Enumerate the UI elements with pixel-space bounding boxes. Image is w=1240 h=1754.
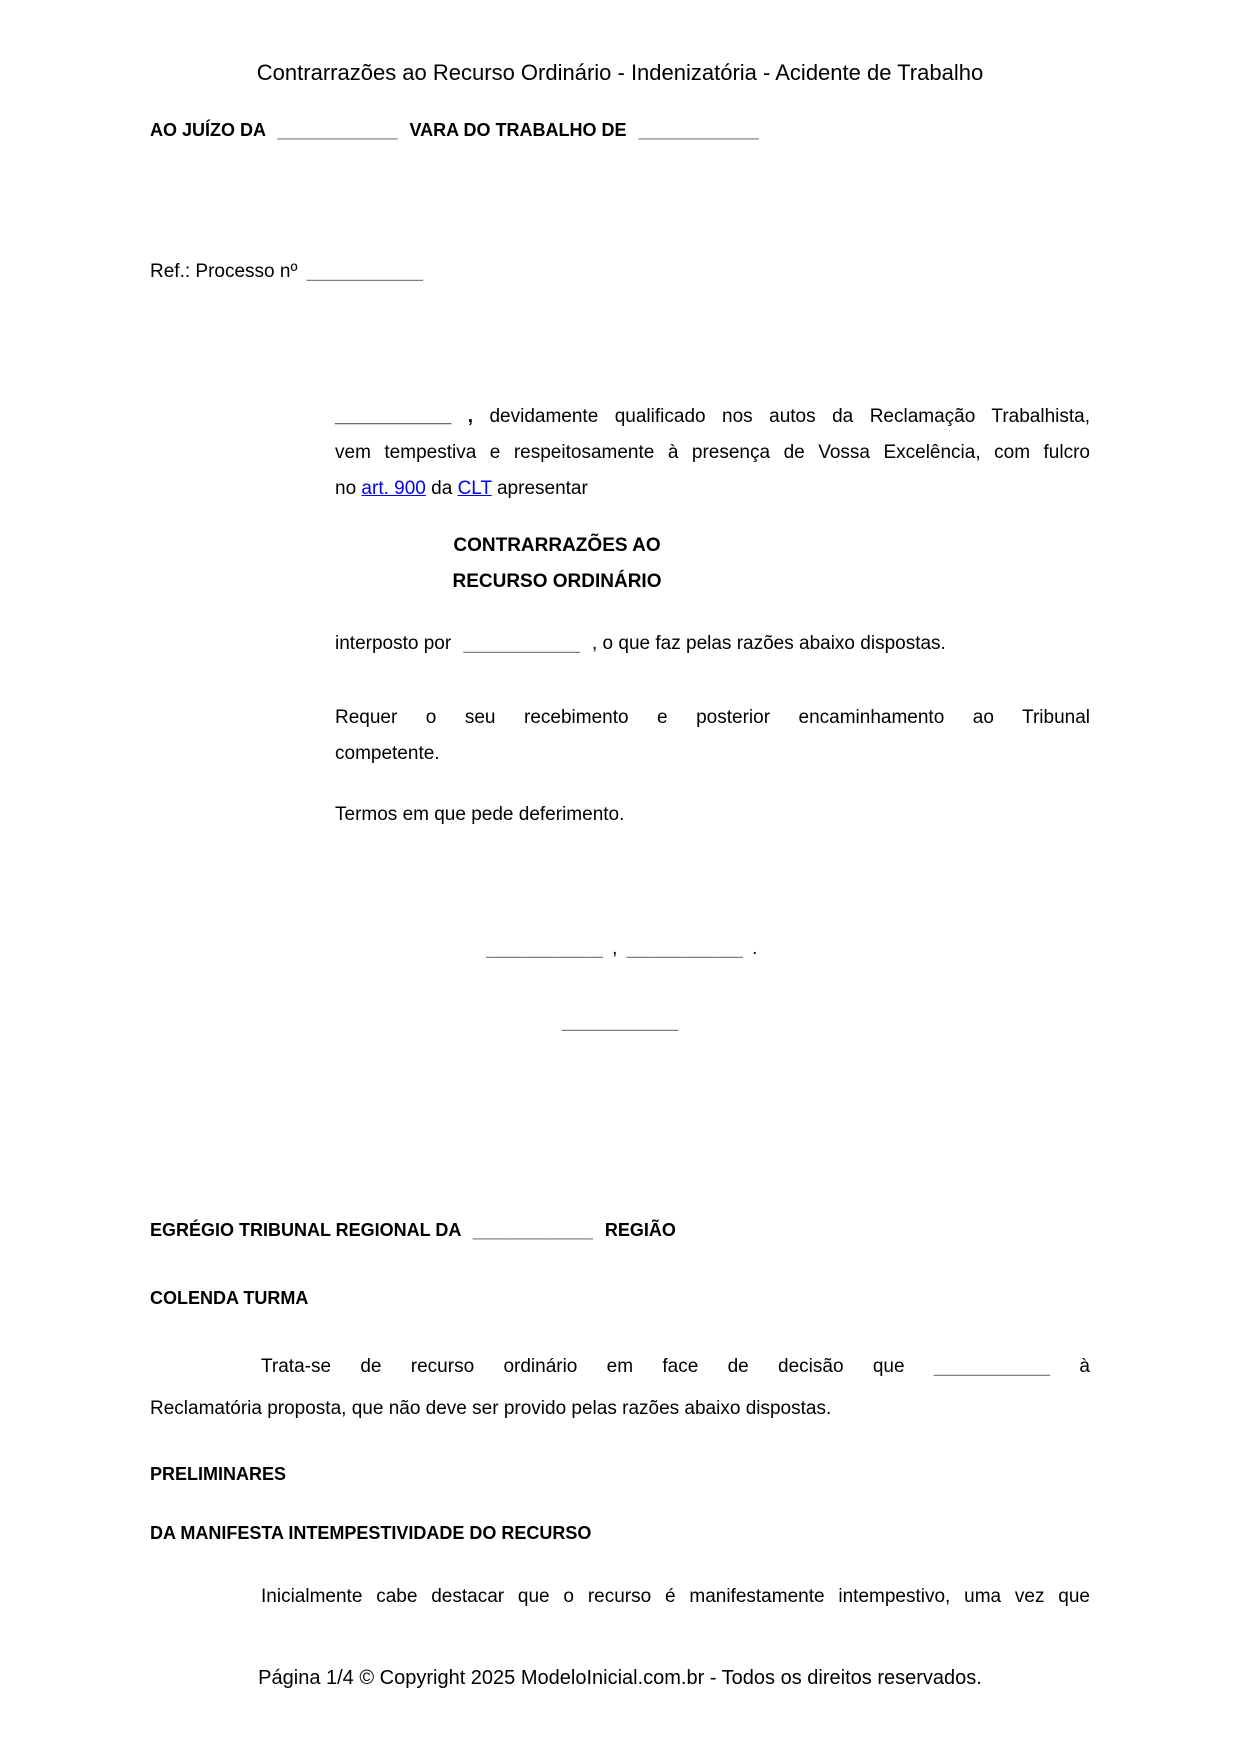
tratase-line-2: Reclamatória proposta, que não deve ser provido pelas razões abaixo dispostas.	[150, 1398, 832, 1419]
tratase-line-1	[150, 1346, 1090, 1388]
qualification-comma: ,	[467, 406, 473, 427]
tratase-paragraph	[150, 1346, 1090, 1430]
reference-line	[150, 260, 1090, 284]
date-blank: ___________	[626, 938, 743, 959]
qualification-text-3b: da	[431, 478, 453, 499]
reference-blank: ___________	[306, 261, 423, 282]
tratase-before: Trata-se de recurso ordinário em face de decisão que	[261, 1356, 905, 1377]
interposto-before: interposto por	[335, 633, 452, 654]
qualification-line-1	[335, 399, 1090, 435]
qualification-text-3c: apresentar	[496, 478, 588, 499]
signature-line	[0, 1010, 1240, 1034]
qualification-text-1: devidamente qualificado nos autos da Reclamação Trabalhista,	[489, 406, 1090, 427]
addressing-blank-vara: ____________	[277, 120, 398, 140]
petition-heading-line-2: RECURSO ORDINÁRIO	[452, 571, 662, 592]
city-blank: ___________	[486, 938, 603, 959]
tratase-after: à	[1079, 1356, 1090, 1377]
requer-paragraph	[335, 700, 1090, 772]
inicialmente-line: Inicialmente cabe destacar que o recurso é manifestamente intempestivo, uma vez que	[261, 1586, 1090, 1607]
requer-line-2: competente.	[335, 743, 440, 764]
addressing-prefix: AO JUÍZO DA	[150, 120, 266, 140]
city-date-comma: ,	[612, 938, 618, 959]
egregio-line	[150, 1218, 1090, 1242]
qualification-line-3	[335, 471, 1090, 507]
preliminares-heading: PRELIMINARES	[150, 1464, 287, 1484]
addressing-line	[150, 118, 1090, 142]
qualification-paragraph	[335, 399, 1090, 507]
egregio-before: EGRÉGIO TRIBUNAL REGIONAL DA	[150, 1220, 461, 1240]
page-footer: Página 1/4 © Copyright 2025 ModeloInicial.com.br - Todos os direitos reservados.	[258, 1667, 982, 1689]
egregio-after: REGIÃO	[604, 1220, 676, 1240]
qualification-text-2: vem tempestiva e respeitosamente à presença de Vossa Excelência, com fulcro	[335, 442, 1090, 463]
termos-line: Termos em que pede deferimento.	[335, 804, 625, 825]
requer-line-1: Requer o seu recebimento e posterior encaminhamento ao Tribunal	[335, 707, 1090, 728]
qualification-line-2	[335, 435, 1090, 471]
city-date-period: .	[752, 938, 758, 959]
signature-blank: ___________	[561, 1011, 679, 1032]
interposto-after: , o que faz pelas razões abaixo dispostas.	[592, 633, 946, 654]
colenda-heading: COLENDA TURMA	[150, 1288, 309, 1308]
interposto-line	[335, 632, 1090, 656]
egregio-blank: ____________	[472, 1220, 593, 1240]
intempestividade-heading: DA MANIFESTA INTEMPESTIVIDADE DO RECURSO	[150, 1523, 592, 1543]
petition-heading	[150, 528, 964, 600]
reference-label: Ref.: Processo nº	[150, 261, 298, 282]
addressing-blank-city: ____________	[638, 120, 759, 140]
qualification-text-3a: no	[335, 478, 357, 499]
art-900-link[interactable]: art. 900	[361, 478, 426, 499]
petition-heading-line-1: CONTRARRAZÕES AO	[453, 535, 661, 556]
document-title: Contrarrazões ao Recurso Ordinário - Indenizatória - Acidente de Trabalho	[256, 60, 984, 85]
party-name-blank: ___________	[335, 406, 452, 427]
city-date-line	[0, 937, 1240, 961]
interposto-blank: ___________	[463, 633, 580, 654]
addressing-middle: VARA DO TRABALHO DE	[409, 120, 627, 140]
clt-link[interactable]: CLT	[457, 478, 492, 499]
tratase-blank: ___________	[933, 1356, 1051, 1377]
